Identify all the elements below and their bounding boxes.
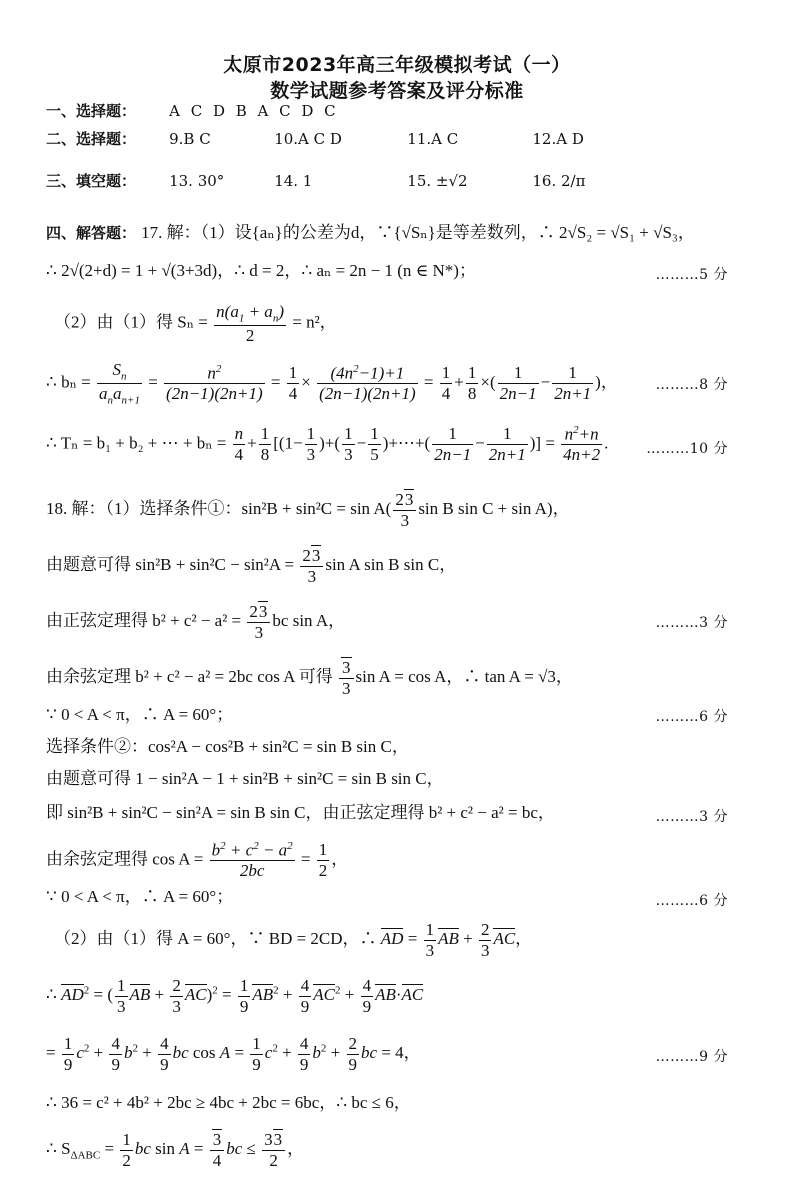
score-mark: ………3 分 bbox=[655, 615, 728, 631]
section-label: 四、解答题： bbox=[46, 224, 137, 242]
section-choice-1 bbox=[46, 102, 734, 120]
score-mark: ………10 分 bbox=[646, 441, 728, 457]
answer-item: 12.A D bbox=[532, 130, 584, 148]
q17-line-3: （2）由（1）得 Sₙ = $\frac{n(a_1 + a_n)}{2}$ = n²， bbox=[54, 302, 337, 346]
q18-line-2: 由题意可得 sin²B + sin²C − sin²A = $\frac{23}{3}$ sin A sin B sin C， bbox=[46, 546, 457, 586]
answer-item: 15. ±√2 bbox=[407, 172, 468, 190]
fraction: $\frac{n(a_1 + a_n)}{2}$ bbox=[216, 302, 284, 346]
answer-item: 13. 30° bbox=[169, 172, 225, 190]
q18-line-9: 由余弦定理得 cos A = $\frac{b^2 + c^2 - a^2}{2bc}$ = $\frac{1}{2}$ ， bbox=[46, 840, 349, 881]
document-subtitle: 数学试题参考答案及评分标准 bbox=[270, 80, 524, 102]
q18-line-15: ∴ $S_{\Delta ABC}$ = $\frac{1}{2}$ bc sin A = $\frac{3}{4}$ bc ≤ $\frac{33}{2}$ ， bbox=[46, 1130, 305, 1170]
answer-item: 9.B C bbox=[169, 130, 211, 148]
q18-line-11: （2）由（1）得 A = 60°，∵ BD = 2CD，∴ AD = $\frac{1}{3}$ AB + $\frac{2}{3}$ AC， bbox=[54, 920, 533, 960]
q18-line-1: 18. 解：（1）选择条件①：sin²B + sin²C = sin A( $\frac{23}{3}$ sin B sin C + sin A)， bbox=[46, 490, 570, 530]
q18-line-3: 由正弦定理得 b² + c² − a² = $\frac{23}{3}$ bc sin A， bbox=[46, 602, 346, 642]
q18-line-12: ∴ $AD^2$ = ( $\frac{1}{3}$ AB + $\frac{2}{3}$ AC)$^2$ = $\frac{1}{9}$ $AB^2$ + $\frac{4}{9}$ $AC^2$ + $\frac{4}{9}$ AB·AC bbox=[46, 976, 424, 1016]
section-label: 一、选择题： bbox=[46, 102, 137, 120]
q18-line-5: ∵ 0 < A < π，∴ A = 60°； bbox=[46, 705, 234, 724]
q18-line-4: 由余弦定理 b² + c² − a² = 2bc cos A 可得 $\frac{3}{3}$ sin A = cos A，∴ tan A = √3， bbox=[46, 658, 573, 698]
score-mark: ………5 分 bbox=[655, 267, 728, 283]
q18-line-14: ∴ 36 = c² + 4b² + 2bc ≥ 4bc + 2bc = 6bc，∴ bc ≤ 6， bbox=[46, 1093, 411, 1112]
score-mark: ………8 分 bbox=[655, 377, 728, 393]
section-label: 二、选择题： bbox=[46, 130, 137, 148]
answer-item: 14. 1 bbox=[274, 172, 313, 190]
q17-line-5: ∴ Tₙ = b₁ + b₂ + ⋯ + bₙ = $\frac{n}{4}$ + $\frac{1}{8}$ [(1− $\frac{1}{3}$ )+( $\frac{1}{3}$ − $\frac{1}{5}$ )+⋯+( $\frac{1}{2n-1}$ − $\frac{1}{2n+1}$ )] = $\frac{n^2+n}{4n+2}$ . bbox=[46, 424, 609, 465]
q18-line-13: = $\frac{1}{9}$ $c^2$ + $\frac{4}{9}$ $b^2$ + $\frac{4}{9}$ bc cos A = $\frac{1}{9}$ $c^2$ + $\frac{4}{9}$ $b^2$ + $\frac{2}{9}$ bc = 4， bbox=[46, 1034, 421, 1074]
answer-item: 11.A C bbox=[407, 130, 459, 148]
score-mark: ………6 分 bbox=[655, 709, 728, 725]
q18-line-10: ∵ 0 < A < π，∴ A = 60°； bbox=[46, 887, 234, 906]
q17-line-4: ∴ bₙ = $\frac{S_n}{a_na_{n+1}}$ = $\frac{n^2}{(2n-1)(2n+1)}$ = $\frac{1}{4}$ × $\frac{(4n^2-1)+1}{(2n-1)(2n+1)}$ = $\frac{1}{4}$ + $\frac{1}{8}$ ×( $\frac{1}{2n-1}$ − $\frac{1}{2n+1}$ )， bbox=[46, 360, 618, 407]
answer-list: A C D B A C D C bbox=[169, 102, 339, 120]
q18-line-7: 由题意可得 1 − sin²A − 1 + sin²B + sin²C = sin B sin C， bbox=[46, 769, 444, 788]
answer-item: 16. 2/π bbox=[532, 172, 586, 190]
q18-line-6: 选择条件②：cos²A − cos²B + sin²C = sin B sin C， bbox=[46, 737, 409, 756]
q17-line-1: 四、解答题： 17. 解：（1）设{aₙ}的公差为d，∵{√Sₙ}是等差数列，∴ 2√S₂ = √S₁ + √S₃， bbox=[46, 223, 695, 242]
score-mark: ………6 分 bbox=[655, 893, 728, 909]
section-fill-in bbox=[46, 172, 734, 190]
answer-item: 10.A C D bbox=[274, 130, 342, 148]
section-label: 三、填空题： bbox=[46, 172, 137, 190]
section-choice-2 bbox=[46, 130, 734, 148]
q17-line-2: ∴ 2√(2+d) = 1 + √(3+3d)，∴ d = 2，∴ aₙ = 2n − 1 (n ∈ N*)； bbox=[46, 261, 476, 280]
q18-line-8: 即 sin²B + sin²C − sin²A = sin B sin C，由正弦定理得 b² + c² − a² = bc， bbox=[46, 803, 555, 822]
document-title: 太原市2023年高三年级模拟考试（一） bbox=[223, 54, 571, 76]
score-mark: ………9 分 bbox=[655, 1049, 728, 1065]
score-mark: ………3 分 bbox=[655, 809, 728, 825]
